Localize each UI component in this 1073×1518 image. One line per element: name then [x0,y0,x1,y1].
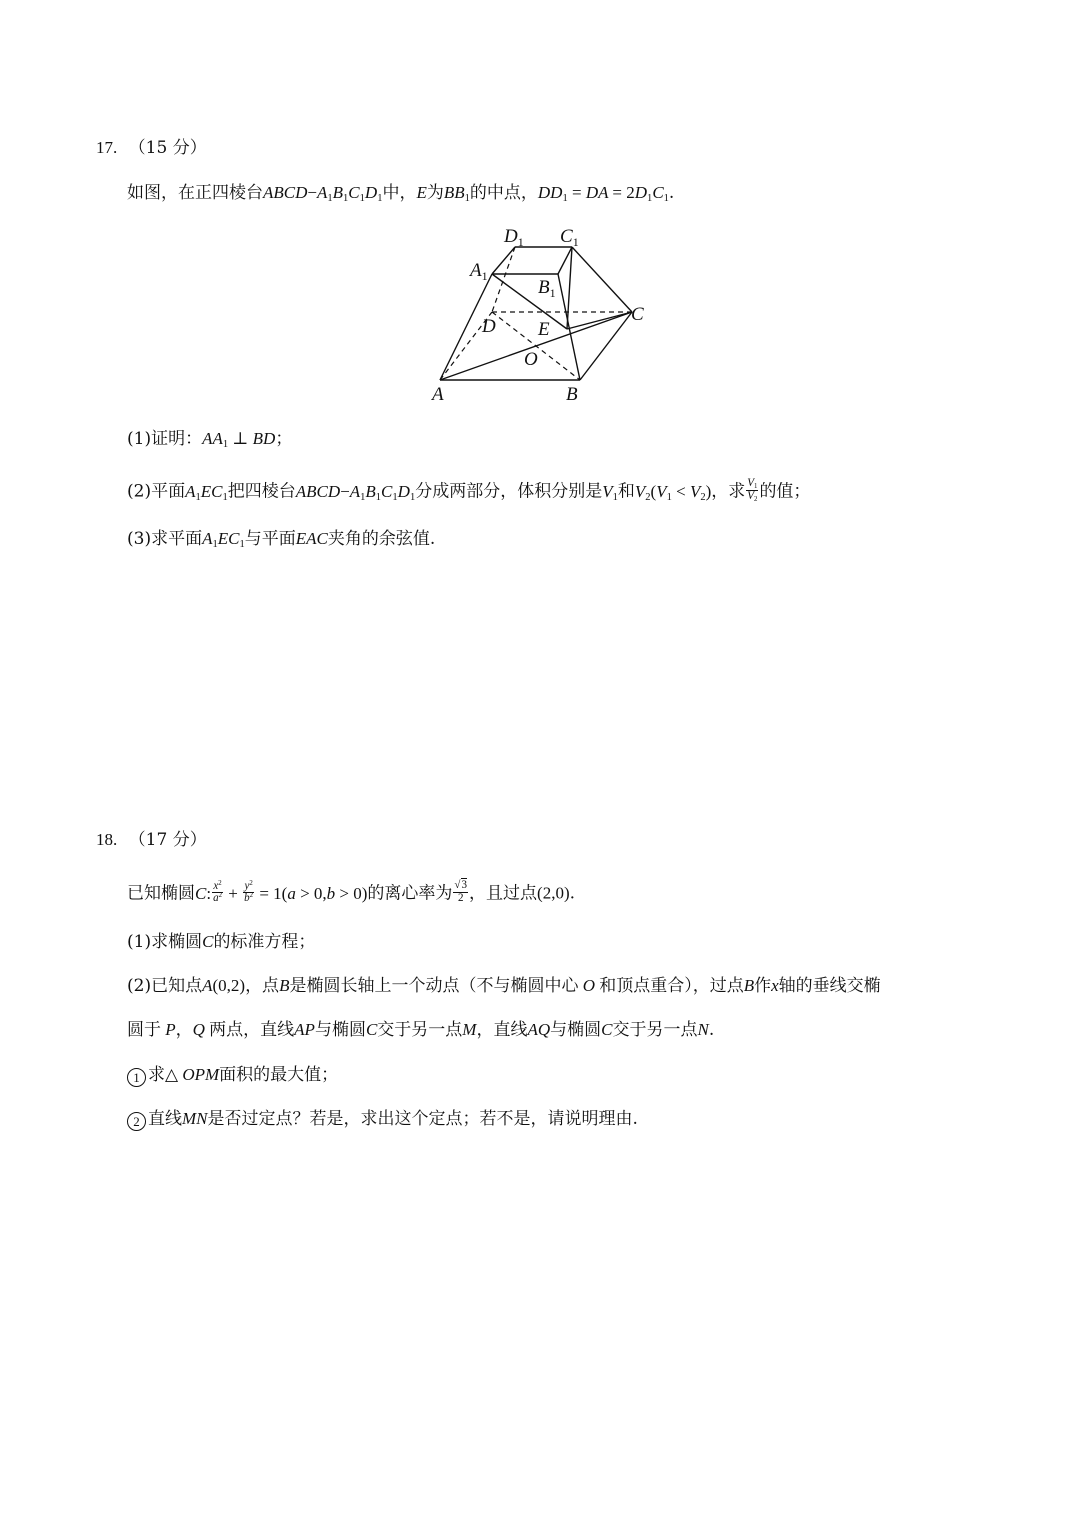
q18-header [96,831,207,849]
label-b1: $B_1$ [538,277,556,300]
q17-stem-text: 如图，在正四棱台 [127,183,263,203]
label-o: O [524,349,538,370]
label-b: B [566,384,578,405]
frustum-figure [420,222,660,406]
q18-sub2: 2 直线MN是否过定点？若是，求出这个定点；若不是，请说明理由. [127,1110,638,1131]
q18-stem: 已知椭圆C: $\frac{x^2}{a^2}$ + $\frac{y^2}{b^2}$ = 1(a > 0,b > 0)的离心率为 $\frac{√3}{2}$ ，且过点(2,0). [127,879,576,905]
q17-score: （15 分） [128,138,207,158]
q17-part1-formula: $AA_1$ ⊥ BD [202,429,276,451]
q18-score: （17 分） [128,830,207,850]
circled-number-1: 1 [127,1068,146,1087]
circled-number-2: 2 [127,1112,146,1131]
q17-part1: (1)证明：$AA_1$ ⊥ BD； [127,429,293,451]
q17-part2: (2)平面$A_1EC_1$把四棱台$ABCD-A_1B_1C_1D_1$分成两部分，体积分别是$V_1$和$V_2(V_1 < V_2)$，求 $\frac{V_1}{V_2}$ 的值； [127,477,811,503]
label-a1: $A_1$ [470,260,488,283]
q18-number: 18. [96,830,118,849]
q17-part3: (3)求平面$A_1EC_1$与平面EAC夹角的余弦值. [127,529,436,551]
q18-part2-line2: 圆于 P，Q 两点，直线AP与椭圆C交于另一点M，直线AQ与椭圆C交于另一点N. [127,1020,715,1040]
q18-part2-line1: (2)已知点A(0,2)，点B是椭圆长轴上一个动点（不与椭圆中心 O 和顶点重合），过点B作x轴的垂线交椭 [127,976,881,996]
label-a: A [432,384,444,405]
q17-stem-text: 为 [426,183,444,203]
label-d: D [482,316,496,337]
label-c: C [631,304,644,325]
q18-part1: (1)求椭圆C的标准方程； [127,932,316,952]
q18-ellipse-equation: C: $\frac{x^2}{a^2}$ + $\frac{y^2}{b^2}$ = 1(a > 0,b > 0) [195,879,368,905]
q17-number: 17. [96,138,118,157]
q17-stem-text: 的中点， [469,183,538,203]
q17-condition: $DD_1$ = DA = $2D_1C_1$ [537,183,669,205]
label-e: E [538,319,550,340]
label-c1: $C_1$ [560,226,579,249]
q17-ratio-fraction: $\frac{V_1}{V_2}$ [747,477,758,503]
q18-eccentricity: $\frac{√3}{2}$ [454,879,468,904]
q17-frustum-name: $ABCD-A_1B_1C_1D_1$ [263,183,383,205]
q17-stem-text: 中， [382,183,417,203]
q18-sub1: 1 求△ OPM面积的最大值； [127,1066,338,1087]
q17-header [96,139,207,157]
label-d1: $D_1$ [504,226,524,249]
q17-stem: 如图，在正四棱台$ABCD-A_1B_1C_1D_1$中，E为$BB_1$的中点，$DD_1$ = DA = $2D_1C_1$. [127,183,675,205]
